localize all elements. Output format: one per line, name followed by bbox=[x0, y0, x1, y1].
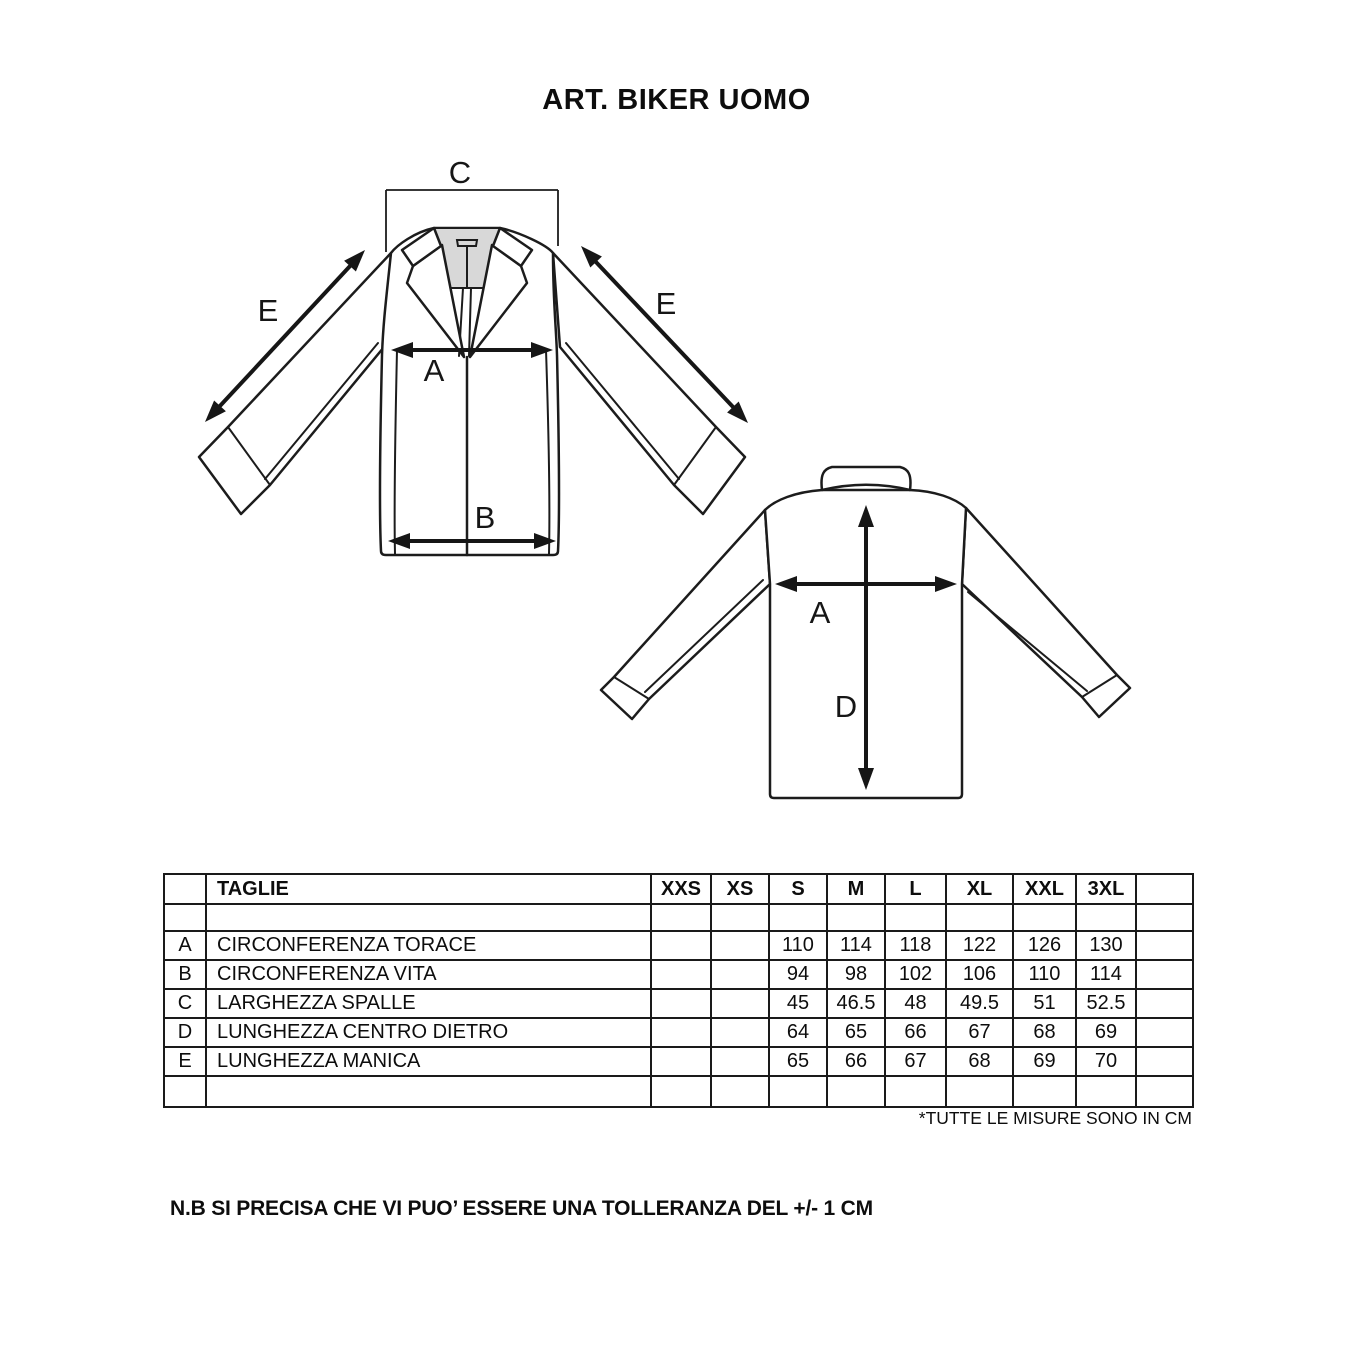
row-letter: C bbox=[164, 989, 206, 1018]
jacket-back-view-drawing bbox=[601, 467, 1130, 798]
table-row-centro-dietro bbox=[164, 1018, 1193, 1047]
size-col-header-xxs: XXS bbox=[651, 874, 711, 904]
front-label-c: C bbox=[448, 155, 472, 190]
size-col-header-xl: XL bbox=[946, 874, 1013, 904]
trailing-empty-cell bbox=[1136, 989, 1193, 1018]
value-cell: 106 bbox=[946, 960, 1013, 989]
front-label-e-left: E bbox=[257, 293, 279, 328]
front-label-e-right: E bbox=[655, 286, 677, 321]
size-col-header-xs: XS bbox=[711, 874, 769, 904]
size-col-header-m: M bbox=[827, 874, 885, 904]
value-cell: 66 bbox=[885, 1018, 946, 1047]
tolerance-note: N.B SI PRECISA CHE VI PUO’ ESSERE UNA TOLLERANZA DEL +/- 1 CM bbox=[170, 1197, 873, 1220]
row-label: CIRCONFERENZA VITA bbox=[206, 960, 651, 989]
spacer-row bbox=[164, 1076, 1193, 1107]
trailing-empty-cell bbox=[1136, 1018, 1193, 1047]
value-cell: 67 bbox=[885, 1047, 946, 1076]
value-cell bbox=[651, 989, 711, 1018]
page-title: ART. BIKER UOMO bbox=[542, 84, 811, 116]
value-cell: 49.5 bbox=[946, 989, 1013, 1018]
size-col-header-s: S bbox=[769, 874, 827, 904]
table-header-row bbox=[164, 874, 1193, 904]
front-label-a: A bbox=[423, 353, 445, 388]
value-cell: 114 bbox=[827, 931, 885, 960]
row-label: LARGHEZZA SPALLE bbox=[206, 989, 651, 1018]
trailing-empty-cell bbox=[1136, 960, 1193, 989]
value-cell: 94 bbox=[769, 960, 827, 989]
row-letter: E bbox=[164, 1047, 206, 1076]
value-cell bbox=[711, 989, 769, 1018]
value-cell: 65 bbox=[769, 1047, 827, 1076]
table-row-spalle bbox=[164, 989, 1193, 1018]
trailing-empty-cell bbox=[1136, 931, 1193, 960]
table-row-vita bbox=[164, 960, 1193, 989]
value-cell: 114 bbox=[1076, 960, 1136, 989]
value-cell: 102 bbox=[885, 960, 946, 989]
value-cell: 98 bbox=[827, 960, 885, 989]
value-cell: 126 bbox=[1013, 931, 1076, 960]
size-measurements-table bbox=[163, 873, 1194, 1108]
front-left-sleeve bbox=[199, 253, 391, 514]
corner-cell bbox=[164, 874, 206, 904]
value-cell: 122 bbox=[946, 931, 1013, 960]
row-letter: A bbox=[164, 931, 206, 960]
spacer-row bbox=[164, 904, 1193, 931]
jacket-front-view-drawing bbox=[199, 155, 748, 555]
value-cell: 68 bbox=[1013, 1018, 1076, 1047]
value-cell bbox=[651, 960, 711, 989]
row-letter: D bbox=[164, 1018, 206, 1047]
row-label: LUNGHEZZA MANICA bbox=[206, 1047, 651, 1076]
trailing-empty-cell bbox=[1136, 1047, 1193, 1076]
front-label-b: B bbox=[474, 500, 496, 535]
value-cell bbox=[711, 931, 769, 960]
value-cell: 69 bbox=[1076, 1018, 1136, 1047]
back-label-d: D bbox=[834, 689, 858, 724]
value-cell: 46.5 bbox=[827, 989, 885, 1018]
value-cell bbox=[651, 1047, 711, 1076]
size-col-header-xxl: XXL bbox=[1013, 874, 1076, 904]
value-cell bbox=[711, 1047, 769, 1076]
value-cell: 110 bbox=[769, 931, 827, 960]
value-cell: 110 bbox=[1013, 960, 1076, 989]
table-row-torace bbox=[164, 931, 1193, 960]
value-cell: 67 bbox=[946, 1018, 1013, 1047]
value-cell: 45 bbox=[769, 989, 827, 1018]
row-letter: B bbox=[164, 960, 206, 989]
value-cell: 66 bbox=[827, 1047, 885, 1076]
jacket-measurement-diagram bbox=[0, 140, 1353, 870]
value-cell: 130 bbox=[1076, 931, 1136, 960]
value-cell: 118 bbox=[885, 931, 946, 960]
value-cell: 52.5 bbox=[1076, 989, 1136, 1018]
table-row-manica bbox=[164, 1047, 1193, 1076]
value-cell: 65 bbox=[827, 1018, 885, 1047]
value-cell: 64 bbox=[769, 1018, 827, 1047]
size-col-header-l: L bbox=[885, 874, 946, 904]
value-cell bbox=[651, 1018, 711, 1047]
value-cell bbox=[711, 960, 769, 989]
trailing-empty-cell bbox=[1136, 874, 1193, 904]
row-label: CIRCONFERENZA TORACE bbox=[206, 931, 651, 960]
taglie-header-cell: TAGLIE bbox=[206, 874, 651, 904]
units-note: *TUTTE LE MISURE SONO IN CM bbox=[918, 1108, 1192, 1128]
value-cell: 51 bbox=[1013, 989, 1076, 1018]
back-left-sleeve bbox=[601, 510, 770, 719]
value-cell bbox=[711, 1018, 769, 1047]
value-cell: 68 bbox=[946, 1047, 1013, 1076]
value-cell: 70 bbox=[1076, 1047, 1136, 1076]
front-right-sleeve bbox=[553, 253, 745, 514]
value-cell: 48 bbox=[885, 989, 946, 1018]
value-cell: 69 bbox=[1013, 1047, 1076, 1076]
back-right-sleeve bbox=[962, 508, 1130, 717]
back-collar bbox=[821, 467, 910, 490]
back-label-a: A bbox=[809, 595, 831, 630]
row-label: LUNGHEZZA CENTRO DIETRO bbox=[206, 1018, 651, 1047]
size-col-header-3xl: 3XL bbox=[1076, 874, 1136, 904]
value-cell bbox=[651, 931, 711, 960]
